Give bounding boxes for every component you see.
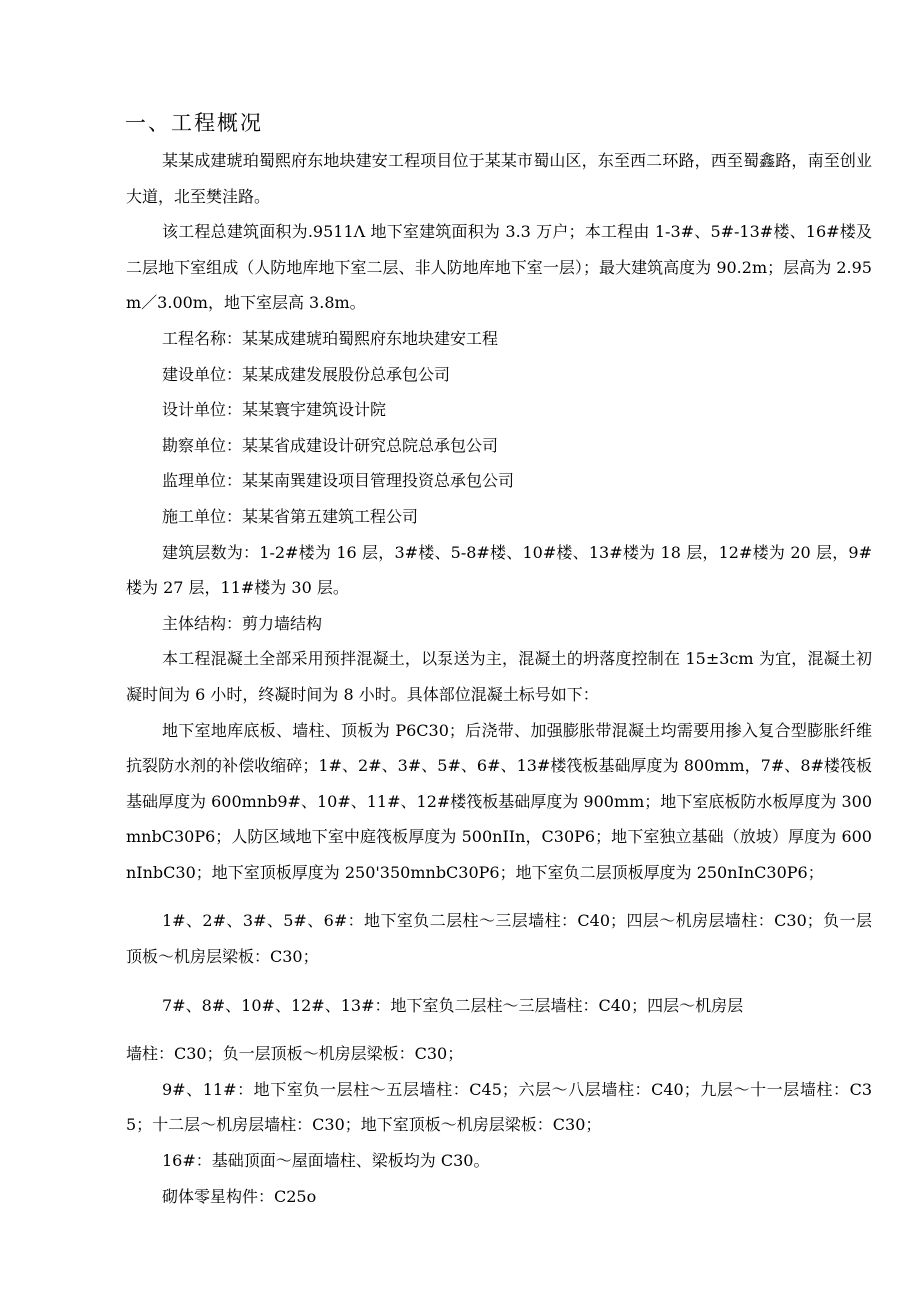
paragraph-structure: 主体结构：剪力墙结构 (162, 613, 323, 633)
paragraph-concrete-general: 本工程混凝土全部采用预拌混凝土，以泵送为主，混凝土的坍落度控制在 15±3cm 为宜，混凝土初凝时间为 6 小时，终凝时间为 8 小时。具体部位混凝土标号如下： (126, 649, 872, 704)
paragraph-project-name: 工程名称：某某成建琥珀蜀熙府东地块建安工程 (162, 328, 499, 348)
paragraph-contractor: 施工单位：某某省第五建筑工程公司 (162, 506, 419, 526)
paragraph-buildings-7-13-cont: 墙柱：C30；负一层顶板～机房层梁板：C30； (126, 1044, 464, 1064)
paragraph-supervisor: 监理单位：某某南巽建设项目管理投资总承包公司 (162, 471, 515, 491)
paragraph-building-16: 16#：基础顶面～屋面墙柱、梁板均为 C30。 (162, 1151, 490, 1171)
paragraph-area: 该工程总建筑面积为.9511Λ 地下室建筑面积为 3.3 万户；本工程由 1-3#、5#-13#楼、16#楼及二层地下室组成（人防地库地下室二层、非人防地库地下室一层）；最大建筑高度为 90.2m；层高为 2.95m／3.00m，地下室层高 3.8m。 (126, 222, 872, 313)
paragraph-location: 某某成建琥珀蜀熙府东地块建安工程项目位于某某市蜀山区，东至西二环路，西至蜀鑫路，南至创业大道，北至樊洼路。 (126, 151, 872, 206)
paragraph-owner: 建设单位：某某成建发展股份总承包公司 (162, 364, 451, 384)
paragraph-buildings-7-13: 7#、8#、10#、12#、13#：地下室负二层柱～三层墙柱：C40；四层～机房层 (162, 995, 744, 1015)
paragraph-floors: 建筑层数为：1-2#楼为 16 层，3#楼、5-8#楼、10#楼、13#楼为 18 层，12#楼为 20 层，9#楼为 27 层，11#楼为 30 层。 (126, 542, 872, 598)
paragraph-buildings-9-11: 9#、11#：地下室负一层柱～五层墙柱：C45；六层～八层墙柱：C40；九层～十一层墙柱：C35；十二层～机房层墙柱：C30；地下室顶板～机房层梁板：C30； (126, 1079, 872, 1135)
section-heading: 一、工程概况 (125, 111, 263, 135)
paragraph-survey: 勘察单位：某某省成建设计研究总院总承包公司 (162, 435, 499, 455)
paragraph-buildings-1-6: 1#、2#、3#、5#、6#：地下室负二层柱～三层墙柱：C40；四层～机房层墙柱：C30；负一层顶板～机房层梁板：C30； (126, 911, 872, 967)
paragraph-basement-concrete: 地下室地库底板、墙柱、顶板为 P6C30；后浇带、加强膨胀带混凝土均需要用掺入复合型膨胀纤维抗裂防水剂的补偿收缩碎；1#、2#、3#、5#、6#、13#楼筏板基础厚度为 800mm，7#、8#楼筏板基础厚度为 600mnb9#、10#、11#、12#楼筏板基础厚度为 900mm；地下室底板防水板厚度为 300mnbC30P6；人防区域地下室中庭筏板厚度为 500nIIn，C30P6；地下室独立基础（放坡）厚度为 600nInbC30；地下室顶板厚度为 250'350mnbC30P6；地下室负二层顶板厚度为 250nInC30P6； (126, 720, 872, 882)
paragraph-designer: 设计单位：某某寰宇建筑设计院 (162, 400, 387, 420)
paragraph-masonry: 砌体零星构件：C25o (162, 1186, 317, 1206)
document-body (126, 143, 872, 1214)
